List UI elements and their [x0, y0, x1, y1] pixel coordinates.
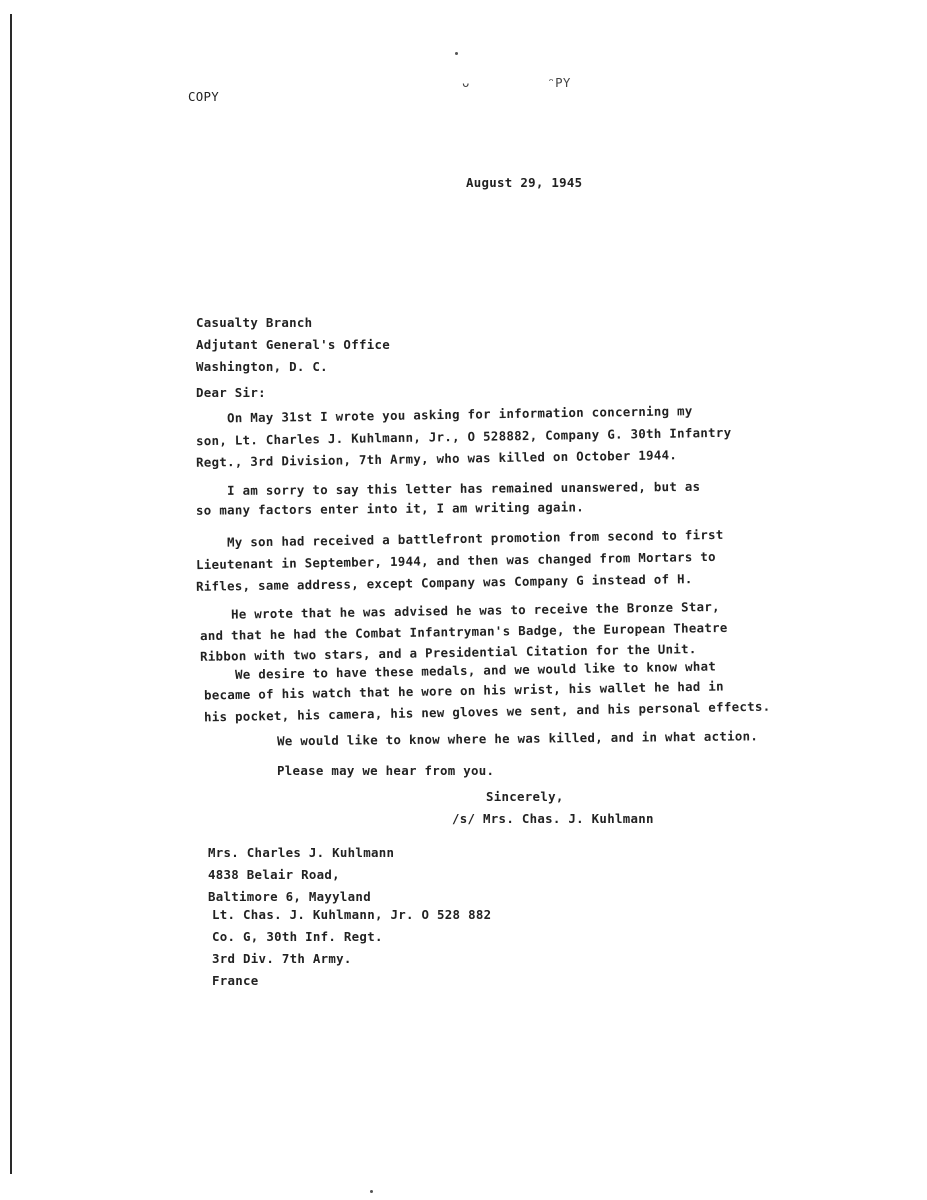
paragraph-line: Regt., 3rd Division, 7th Army, who was killed on October 1944. [195, 447, 678, 470]
letter-date: August 29, 1945 [466, 175, 583, 190]
addressee-line: Washington, D. C. [196, 359, 328, 374]
paragraph-line: Lieutenant in September, 1944, and then was changed from Mortars to [195, 548, 716, 573]
copy-stamp-left: COPY [188, 89, 220, 104]
closing-line: Sincerely, [486, 789, 564, 804]
paragraph-line: Please may we hear from you. [246, 763, 495, 778]
scan-speck [455, 52, 458, 55]
sender-line: 4838 Belair Road, [208, 867, 340, 882]
scan-speck [370, 1190, 373, 1193]
paragraph-line: He wrote that he was advised he was to receive the Bronze Star, [199, 598, 720, 623]
paragraph-line: We desire to have these medals, and we would like to know what [203, 658, 717, 683]
sender-line: Mrs. Charles J. Kuhlmann [208, 845, 395, 860]
paragraph-line: so many factors enter into it, I am writing again. [195, 499, 585, 518]
paragraph-line: We would like to know where he was killed, and in what action. [245, 728, 759, 749]
sender-address-block [208, 842, 394, 908]
copy-stamp-right: ᴗ ᵔPY [462, 75, 571, 90]
sender-line: Baltimore 6, Mayyland [208, 889, 371, 904]
closing-block [452, 786, 654, 830]
paragraph-line: Rifles, same address, except Company was Company G instead of H. [195, 571, 693, 594]
recipient-line: 3rd Div. 7th Army. [212, 951, 352, 966]
recipient-address-block [212, 904, 491, 992]
recipient-line: France [212, 973, 259, 988]
paragraph-line: his pocket, his camera, his new gloves we sent, and his personal effects. [203, 698, 771, 725]
left-margin-rule [10, 14, 12, 1174]
paragraph-line: Ribbon with two stars, and a Presidential Citation for the Unit. [199, 641, 697, 664]
paragraph-line: son, Lt. Charles J. Kuhlmann, Jr., O 528882, Company G. 30th Infantry [195, 424, 732, 449]
signature-line: /s/ Mrs. Chas. J. Kuhlmann [452, 811, 654, 826]
recipient-line: Co. G, 30th Inf. Regt. [212, 929, 383, 944]
salutation: Dear Sir: [196, 385, 266, 400]
paragraph-line: became of his watch that he wore on his wrist, his wallet he had in [203, 678, 724, 703]
recipient-line: Lt. Chas. J. Kuhlmann, Jr. O 528 882 [212, 907, 492, 922]
addressee-block [196, 312, 390, 378]
paragraph-line: On May 31st I wrote you asking for information concerning my [195, 403, 693, 426]
addressee-line: Adjutant General's Office [196, 337, 390, 352]
addressee-line: Casualty Branch [196, 315, 313, 330]
paragraph-line: I am sorry to say this letter has remained unanswered, but as [195, 478, 701, 499]
paragraph-line: and that he had the Combat Infantryman's Badge, the European Theatre [199, 619, 728, 644]
paragraph-line: My son had received a battlefront promotion from second to first [195, 526, 724, 551]
